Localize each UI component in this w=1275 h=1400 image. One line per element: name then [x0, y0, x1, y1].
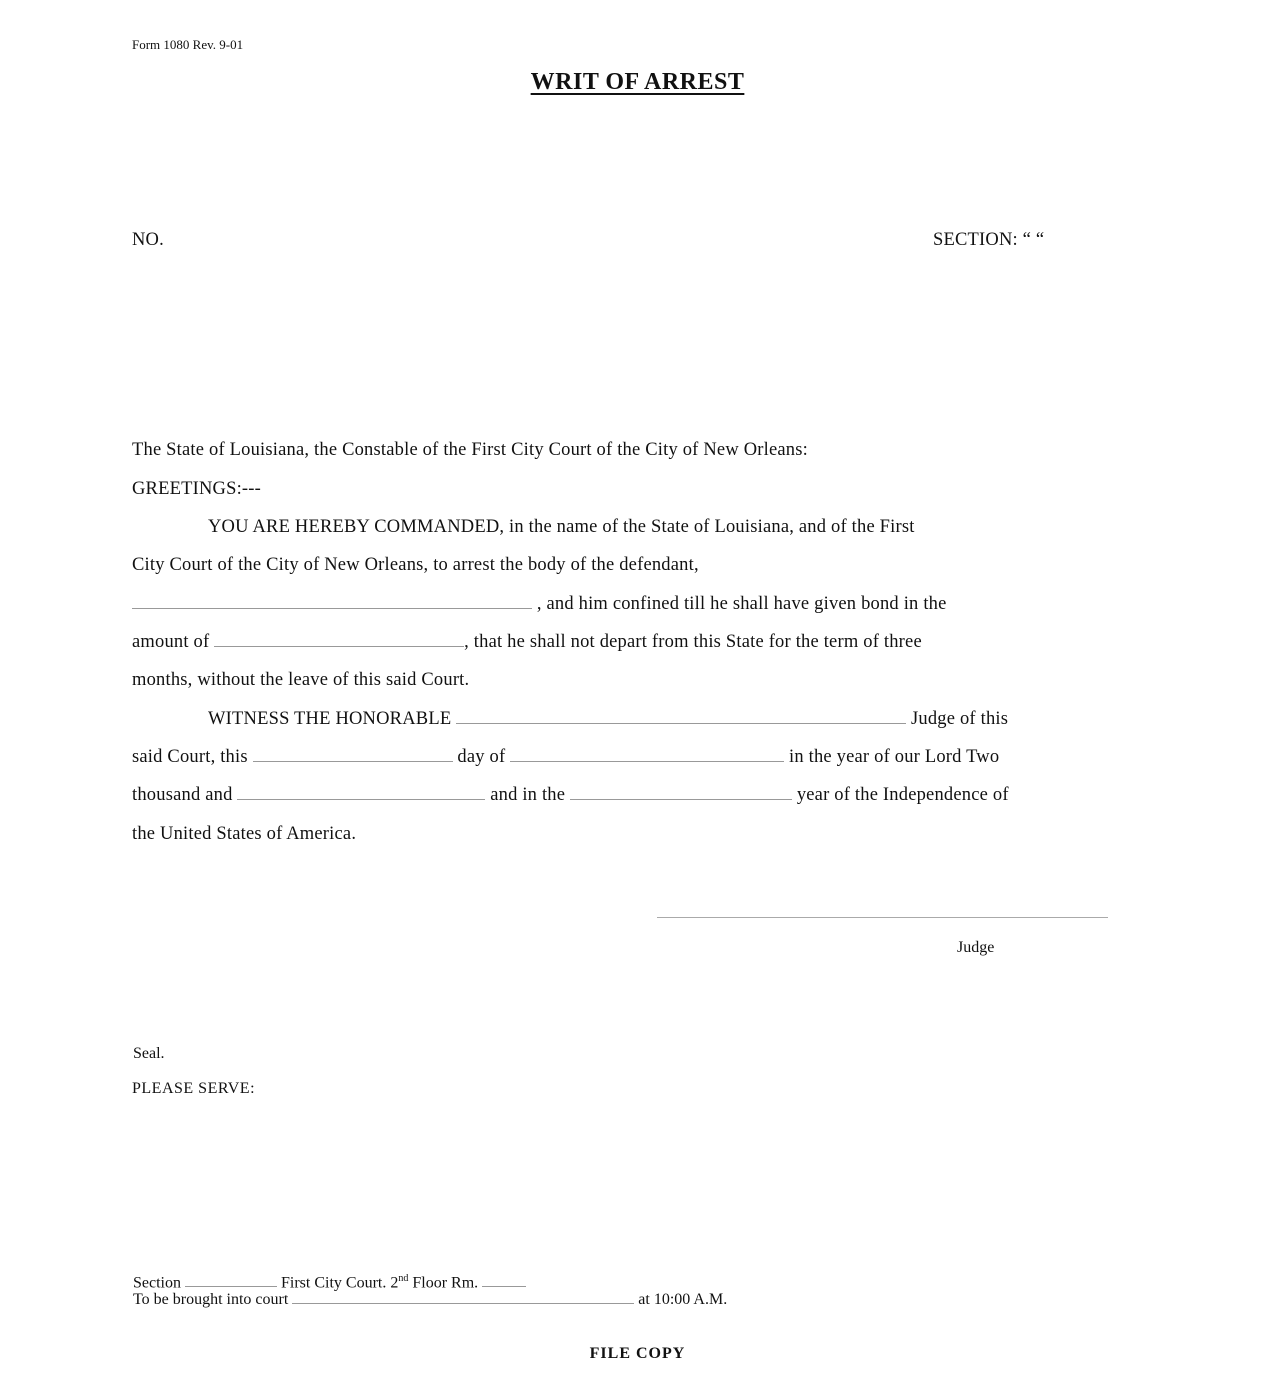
body-line-4: City Court of the City of New Orleans, to arrest the body of the defendant, [132, 555, 699, 575]
year-prefix: thousand and [132, 785, 233, 805]
day-field[interactable] [253, 747, 453, 762]
section-suffix: Floor Rm. [412, 1274, 479, 1292]
year-field[interactable] [237, 785, 485, 800]
date-line [132, 747, 999, 768]
greetings-line: GREETINGS:--- [132, 479, 261, 499]
brought-suffix: at 10:00 A.M. [638, 1291, 728, 1308]
command-line: YOU ARE HEREBY COMMANDED, in the name of the State of Louisiana, and of the First [208, 517, 915, 537]
date-prefix: said Court, this [132, 747, 248, 767]
bond-amount-field[interactable] [214, 632, 464, 647]
file-copy-label: FILE COPY [589, 1345, 686, 1362]
section-label: SECTION: “ “ [933, 230, 1045, 250]
seal-label: Seal. [133, 1045, 165, 1062]
case-number-label: NO. [132, 230, 164, 250]
date-mid: day of [457, 747, 506, 767]
section-room-line [133, 1273, 526, 1292]
year-line [132, 785, 1009, 806]
room-number-field[interactable] [482, 1274, 526, 1287]
body-line-1: The State of Louisiana, the Constable of the First City Court of the City of New Orleans: [132, 440, 808, 460]
court-date-field[interactable] [292, 1291, 634, 1304]
defendant-name-field[interactable] [132, 594, 532, 609]
brought-prefix: To be brought into court [133, 1291, 289, 1308]
document-title [0, 69, 1275, 96]
year-suffix: year of the Independence of [796, 785, 1009, 805]
witness-label: WITNESS THE HONORABLE [208, 709, 452, 729]
ordinal-suffix: nd [398, 1273, 409, 1284]
document-title-text: WRIT OF ARREST [530, 69, 745, 95]
bond-amount-label: amount of [132, 632, 210, 652]
month-field[interactable] [510, 747, 784, 762]
judge-name-field[interactable] [456, 709, 906, 724]
body-line-7: months, without the leave of this said Court. [132, 670, 470, 690]
judge-signature-field[interactable] [657, 917, 1108, 918]
section-mid: First City Court. 2 [281, 1274, 399, 1292]
defendant-line-text: , and him confined till he shall have given bond in the [536, 594, 947, 614]
defendant-line [132, 594, 947, 615]
witness-suffix: Judge of this [910, 709, 1009, 729]
year-mid: and in the [490, 785, 566, 805]
section-prefix: Section [133, 1274, 181, 1292]
section-number-field[interactable] [185, 1274, 277, 1287]
bond-amount-line [132, 632, 922, 653]
date-suffix: in the year of our Lord Two [789, 747, 1000, 767]
witness-line [208, 709, 1008, 730]
please-serve-label: PLEASE SERVE: [132, 1080, 256, 1097]
form-id: Form 1080 Rev. 9-01 [132, 37, 244, 52]
body-line-11: the United States of America. [132, 824, 357, 844]
independence-year-field[interactable] [570, 785, 792, 800]
bond-amount-text: , that he shall not depart from this State for the term of three [464, 632, 922, 652]
court-date-line [133, 1291, 727, 1309]
judge-label: Judge [957, 939, 995, 956]
